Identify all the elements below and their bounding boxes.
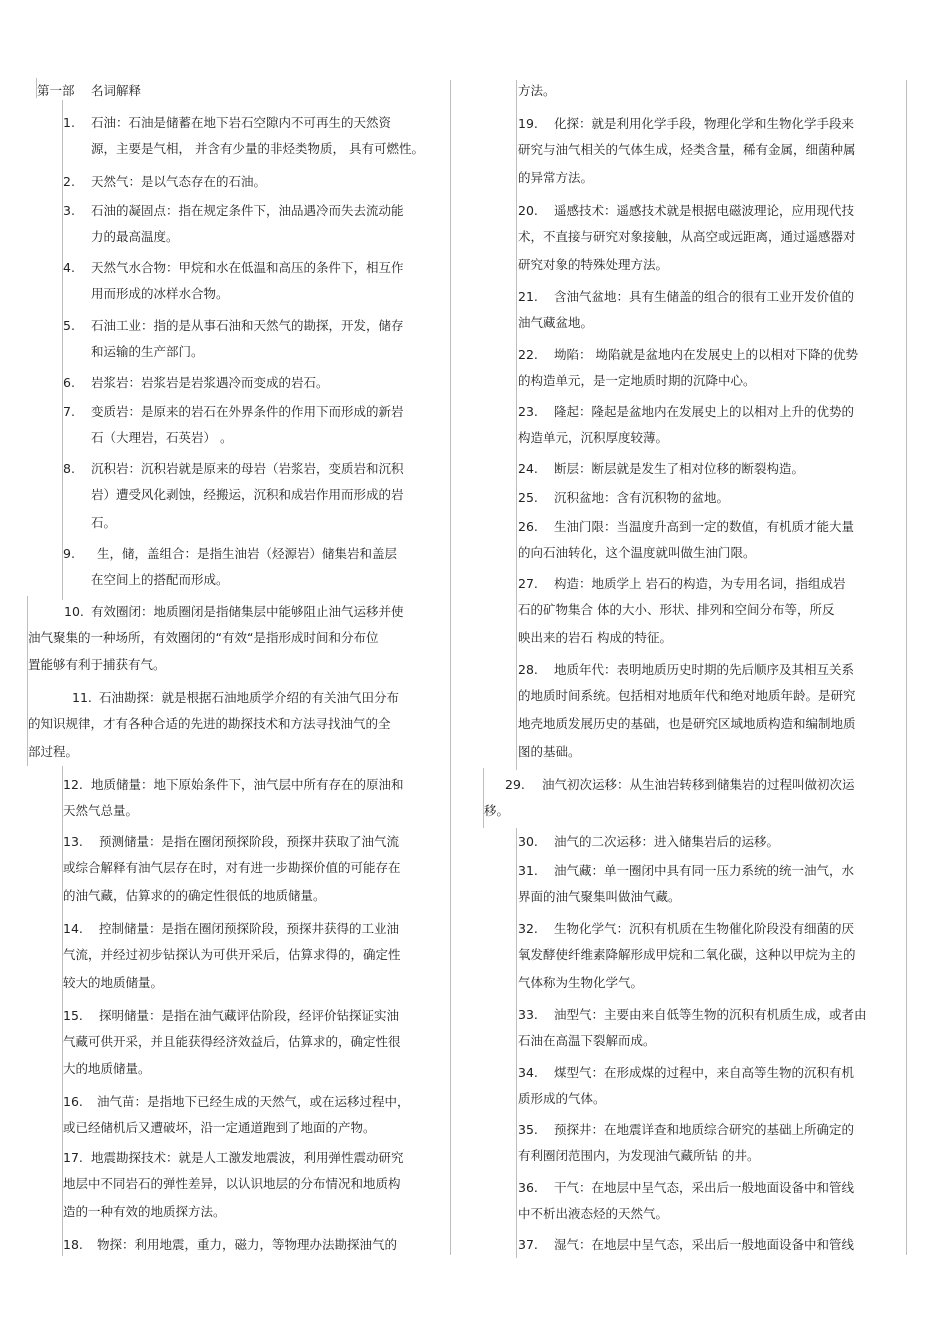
term-number: 35. [518, 1122, 538, 1137]
term-definition-line: 部过程。 [28, 744, 79, 759]
term-definition-line: 干气：在地层中呈气态，采出后一般地面设备中和管线 [554, 1180, 855, 1195]
term-number: 29. [505, 777, 525, 792]
term-number: 7. [63, 404, 75, 419]
term-definition-line: 和运输的生产部门。 [91, 344, 204, 359]
term-definition-line: 生，储，盖组合：是指生油岩（烃源岩）储集岩和盖层 [97, 546, 398, 561]
term-number: 32. [518, 921, 538, 936]
term-definition-line: 研究与油气相关的气体生成，烃类含量，稀有金属，细菌种属 [518, 142, 856, 157]
term-definition-line: 地壳地质发展历史的基础，也是研究区域地质构造和编制地质 [518, 716, 856, 731]
border-line [516, 828, 517, 1258]
term-definition-line: 油气苗：是指地下已经生成的天然气，或在运移过程中， [97, 1094, 410, 1109]
term-number: 27. [518, 576, 538, 591]
term-number: 11. [72, 690, 92, 705]
term-definition-line: 生油门限：当温度升高到一定的数值，有机质才能大量 [554, 519, 855, 534]
term-definition-line: 岩）遭受风化剥蚀，经搬运，沉积和成岩作用而形成的岩 [91, 487, 404, 502]
term-definition-line: 研究对象的特殊处理方法。 [518, 257, 669, 272]
term-definition-line: 物探：利用地震，重力，磁力，等物理办法勘探油气的 [97, 1237, 398, 1252]
term-definition-line: 探明储量：是指在油气藏评估阶段，经评价钻探证实油 [99, 1008, 400, 1023]
term-definition-line: 地层中不同岩石的弹性差异，以认识地层的分布情况和地质构 [63, 1176, 401, 1191]
term-definition-line: 地震勘探技术：就是人工激发地震波，利用弹性震动研究 [91, 1150, 404, 1165]
term-number: 19. [518, 116, 538, 131]
term-definition-line: 石油在高温下裂解而成。 [518, 1033, 656, 1048]
term-number: 26. [518, 519, 538, 534]
term-definition-line: 岩浆岩：岩浆岩是岩浆遇冷而变成的岩石。 [91, 375, 329, 390]
border-line [36, 78, 37, 98]
section-title: 第一部 名词解释 [37, 83, 141, 98]
border-line [516, 80, 517, 770]
term-definition-line: 预探井：在地震详查和地质综合研究的基础上所确定的 [554, 1122, 855, 1137]
term-definition-line: 石的矿物集合 体的大小、形状、排列和空间分布等，所反 [518, 602, 835, 617]
term-definition-line: 或已经储机后又遭破坏，沿一定通道跑到了地面的产物。 [63, 1120, 376, 1135]
term-definition-line: 地质年代：表明地质历史时期的先后顺序及其相互关系 [554, 662, 855, 677]
term-definition-line: 天然气：是以气态存在的石油。 [91, 174, 267, 189]
term-definition-line: 气体称为生物化学气。 [518, 975, 644, 990]
term-definition-line: 煤型气：在形成煤的过程中，来自高等生物的沉积有机 [554, 1065, 855, 1080]
term-definition-line: 油气藏：单一圈闭中具有同一压力系统的统一油气，水 [554, 863, 855, 878]
term-number: 12. [63, 777, 83, 792]
term-definition-line: 力的最高温度。 [91, 229, 179, 244]
term-definition-line: 油气初次运移：从生油岩转移到储集岩的过程叫做初次运 [542, 777, 855, 792]
term-definition-line: 油气聚集的一种场所，有效圈闭的“有效“是指形成时间和分布位 [28, 630, 379, 645]
term-definition-line: 大的地质储量。 [63, 1061, 151, 1076]
term-definition-line: 隆起：隆起是盆地内在发展史上的以相对上升的优势的 [554, 404, 855, 419]
term-definition-line: 的油气藏，估算求的的确定性很低的地质储量。 [63, 888, 326, 903]
term-number: 17. [63, 1150, 83, 1165]
term-number: 13. [63, 834, 83, 849]
term-number: 20. [518, 203, 538, 218]
term-definition-line: 移。 [484, 803, 510, 818]
term-number: 31. [518, 863, 538, 878]
term-definition-line: 石油的凝固点：指在规定条件下，油品遇冷而失去流动能 [91, 203, 404, 218]
term-definition-line: 变质岩：是原来的岩石在外界条件的作用下而形成的新岩 [91, 404, 404, 419]
term-number: 37. [518, 1237, 538, 1252]
term-number: 2. [63, 174, 75, 189]
term-definition-line: 气藏可供开采，并且能获得经济效益后，估算求的，确定性很 [63, 1034, 401, 1049]
term-number: 16. [63, 1094, 83, 1109]
term-definition-line: 映出来的岩石 构成的特征。 [518, 630, 672, 645]
term-number: 15. [63, 1008, 83, 1023]
term-definition-line: 气流，并经过初步钻探认为可供开采后，估算求得的，确定性 [63, 947, 401, 962]
term-definition-line: 生物化学气：沉积有机质在生物催化阶段没有细菌的厌 [554, 921, 855, 936]
term-definition-line: 油气藏盆地。 [518, 315, 594, 330]
term-number: 9. [63, 546, 75, 561]
term-definition-line: 石油：石油是储蓄在地下岩石空隙内不可再生的天然资 [91, 115, 392, 130]
term-definition-line: 石油工业：指的是从事石油和天然气的勘探，开发，储存 [91, 318, 404, 333]
term-definition-line: 天然气总量。 [63, 803, 139, 818]
term-number: 30. [518, 834, 538, 849]
term-definition-line: 的异常方法。 [518, 170, 594, 185]
term-definition-line: 油气的二次运移：进入储集岩后的运移。 [554, 834, 780, 849]
term-number: 5. [63, 318, 75, 333]
term-definition-line: 的知识规律，才有各种合适的先进的勘探技术和方法寻找油气的全 [28, 716, 391, 731]
term-number: 14. [63, 921, 83, 936]
border-line [27, 596, 28, 766]
term-definition-line: 含油气盆地：具有生储盖的组合的很有工业开发价值的 [554, 289, 855, 304]
term-definition-line: 石油勘探：就是根据石油地质学介绍的有关油气田分布 [99, 690, 400, 705]
border-line [906, 80, 907, 1255]
term-number: 21. [518, 289, 538, 304]
term-definition-line: 天然气水合物：甲烷和水在低温和高压的条件下，相互作 [91, 260, 404, 275]
term-number: 25. [518, 490, 538, 505]
term-number: 6. [63, 375, 75, 390]
term-definition-line: 断层：断层就是发生了相对位移的断裂构造。 [554, 461, 805, 476]
term-definition-line: 构造单元，沉积厚度较薄。 [518, 430, 669, 445]
term-definition-line: 图的基础。 [518, 744, 581, 759]
term-number: 3. [63, 203, 75, 218]
term-number: 10. [64, 604, 84, 619]
term-definition-line: 湿气：在地层中呈气态，采出后一般地面设备中和管线 [554, 1237, 855, 1252]
term-definition-line: 沉积岩：沉积岩就是原来的母岩（岩浆岩，变质岩和沉积 [91, 461, 404, 476]
term-definition-line: 的地质时间系统。包括相对地质年代和绝对地质年龄。是研究 [518, 688, 856, 703]
term-number: 24. [518, 461, 538, 476]
term-definition-line: 的向石油转化，这个温度就叫做生油门限。 [518, 545, 756, 560]
term-definition-line: 置能够有利于捕获有气。 [28, 657, 166, 672]
term-definition-line: 界面的油气聚集叫做油气藏。 [518, 889, 681, 904]
column-divider [450, 80, 451, 1255]
term-definition-line: 有利圈闭范围内，为发现油气藏所钻 的井。 [518, 1148, 760, 1163]
term-definition-line: 术，不直接与研究对象接触，从高空或远距离，通过遥感器对 [518, 229, 856, 244]
term-number: 4. [63, 260, 75, 275]
term-definition-line: 石。 [91, 515, 117, 530]
term-definition-line: 较大的地质储量。 [63, 975, 164, 990]
term-definition-line: 源，主要是气相， 并含有少量的非烃类物质， 具有可燃性。 [91, 141, 424, 156]
term-number: 28. [518, 662, 538, 677]
term-number: 18. [63, 1237, 83, 1252]
term-number: 1. [63, 115, 75, 130]
term-definition-line: 在空间上的搭配而形成。 [91, 572, 229, 587]
term-definition-line: 石（大理岩，石英岩） 。 [91, 430, 233, 445]
term-definition-line: 地质储量：地下原始条件下，油气层中所有存在的原油和 [91, 777, 404, 792]
term-number: 34. [518, 1065, 538, 1080]
term-definition-line: 中不析出液态烃的天然气。 [518, 1206, 669, 1221]
term-definition-line: 造的一种有效的地质探方法。 [63, 1204, 226, 1219]
term-definition-line: 有效圈闭：地质圈闭是指储集层中能够阻止油气运移并使 [91, 604, 404, 619]
term-definition-line: 方法。 [518, 83, 556, 98]
term-definition-line: 遥感技术：遥感技术就是根据电磁波理论，应用现代技 [554, 203, 855, 218]
term-definition-line: 控制储量：是指在圈闭预探阶段，预探井获得的工业油 [99, 921, 400, 936]
term-number: 22. [518, 347, 538, 362]
term-number: 33. [518, 1007, 538, 1022]
term-definition-line: 氧发酵使纤维素降解形成甲烷和二氧化碳，这种以甲烷为主的 [518, 947, 856, 962]
term-definition-line: 的构造单元，是一定地质时期的沉降中心。 [518, 373, 756, 388]
term-definition-line: 预测储量：是指在圈闭预探阶段，预探井获取了油气流 [99, 834, 400, 849]
term-definition-line: 或综合解释有油气层存在时，对有进一步勘探价值的可能存在 [63, 860, 401, 875]
term-definition-line: 用而形成的冰样水合物。 [91, 286, 229, 301]
term-number: 36. [518, 1180, 538, 1195]
term-definition-line: 化探：就是利用化学手段，物理化学和生物化学手段来 [554, 116, 855, 131]
term-definition-line: 沉积盆地：含有沉积物的盆地。 [554, 490, 730, 505]
term-number: 23. [518, 404, 538, 419]
term-number: 8. [63, 461, 75, 476]
term-definition-line: 构造：地质学上 岩石的构造，为专用名词，指组成岩 [554, 576, 846, 591]
border-line [483, 768, 484, 828]
term-definition-line: 坳陷： 坳陷就是盆地内在发展史上的以相对下降的优势 [554, 347, 858, 362]
term-definition-line: 质形成的气体。 [518, 1091, 606, 1106]
term-definition-line: 油型气：主要由来自低等生物的沉积有机质生成，或者由 [554, 1007, 867, 1022]
